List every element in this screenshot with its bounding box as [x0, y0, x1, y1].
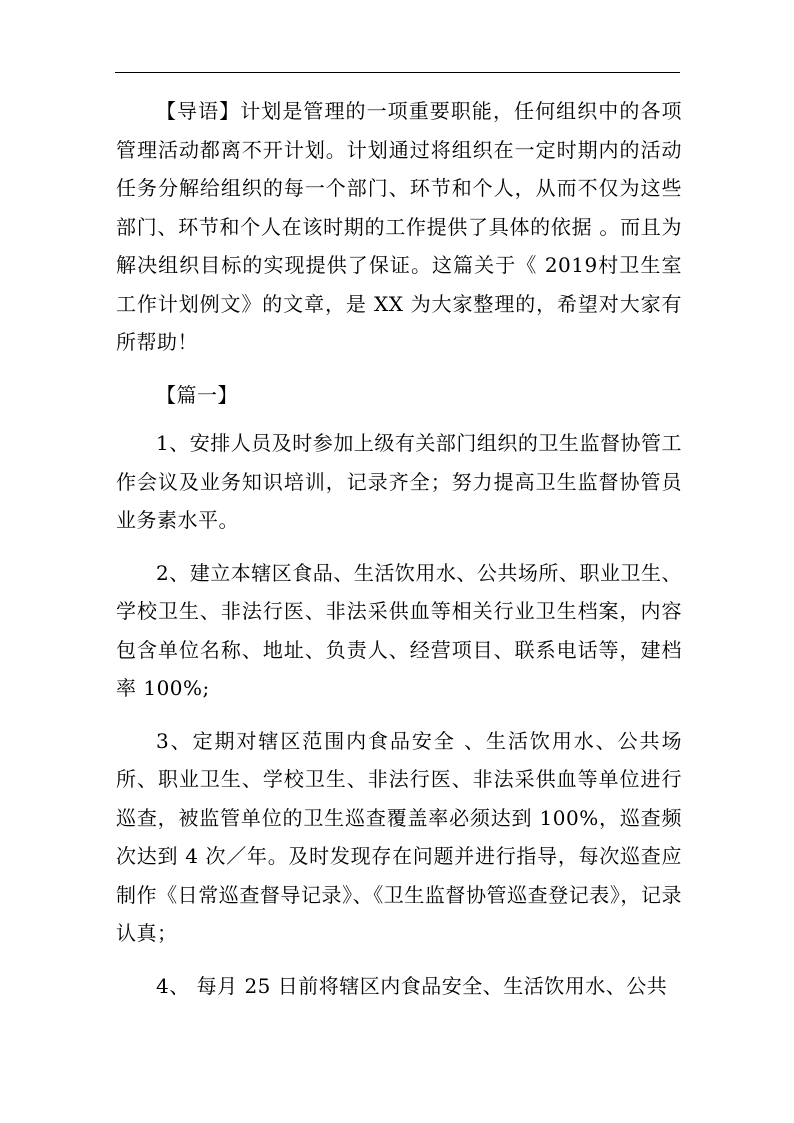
- section-heading: 【篇一】: [156, 382, 238, 407]
- list-item: 4、 每月 25 日前将辖区内食品安全、生活饮用水、公共: [156, 973, 668, 998]
- list-item: 3、定期对辖区范围内食品安全 、生活饮用水、公共场所、职业卫生、学校卫生、非法行医、非法采供血等单位进行巡查，被监管单位的卫生巡查覆盖率必须达到 100%，巡查频次达到 4 次／年。及时发现存在问题并进行指导，每次巡查应制作《日常巡查督导记录》、《卫生监督协管巡查登记表》，记录认真；: [116, 728, 682, 945]
- header-rule: [115, 72, 680, 73]
- list-item: 1、安排人员及时参加上级有关部门组织的卫生监督协管工作会议及业务知识培训，记录齐全；努力提高卫生监督协管员业务素水平。: [116, 431, 682, 532]
- intro-paragraph: 【导语】计划是管理的一项重要职能，任何组织中的各项管理活动都离不开计划。计划通过将组织在一定时期内的活动任务分解给组织的每一个部门、环节和个人，从而不仅为这些部门、环节和个人在该时期的工作提供了具体的依据 。而且为解决组织目标的实现提供了保证。这篇关于《 2019村卫生室工作计划例文》的文章，是 XX 为大家整理的，希望对大家有所帮助！: [116, 99, 682, 354]
- list-item: 2、建立本辖区食品、生活饮用水、公共场所、职业卫生、学校卫生、非法行医、非法采供血等相关行业卫生档案，内容包含单位名称、地址、负责人、经营项目、联系电话等，建档率 100%;: [116, 560, 682, 700]
- document-body: [116, 92, 682, 1019]
